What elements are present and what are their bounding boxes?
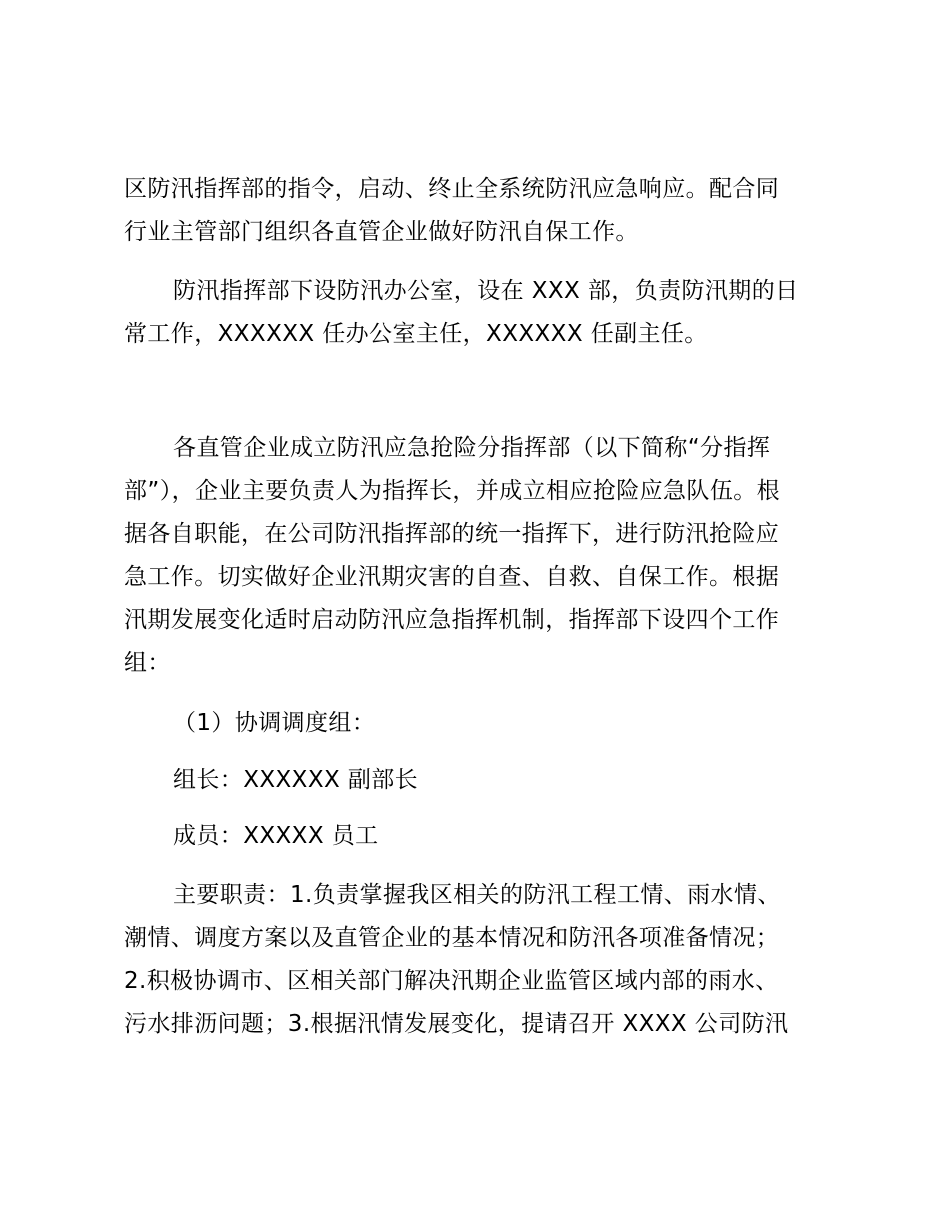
- text-line: 行业主管部门组织各直管企业做好防汛自保工作。: [124, 219, 639, 245]
- text-line: 汛期发展变化适时启动防汛应急指挥机制，指挥部下设四个工作: [124, 607, 780, 633]
- paragraph-group-members: [124, 815, 844, 858]
- text-line: 据各自职能，在公司防汛指挥部的统一指挥下，进行防汛抢险应: [124, 521, 780, 547]
- text-line: 污水排沥问题；3.根据汛情发展变化，提请召开 XXXX 公司防汛: [124, 1011, 789, 1037]
- text-line: 区防汛指挥部的指令，启动、终止全系统防汛应急响应。配合同: [124, 176, 780, 202]
- paragraph-group-leader: [124, 759, 844, 802]
- paragraph-main-duties: [124, 874, 844, 1046]
- text-line: 潮情、调度方案以及直管企业的基本情况和防汛各项准备情况；: [124, 925, 780, 951]
- text-line: 2.积极协调市、区相关部门解决汛期企业监管区域内部的雨水、: [124, 968, 779, 994]
- text-line: （1）协调调度组：: [173, 710, 376, 736]
- heading-coordination-group: [124, 702, 844, 745]
- paragraph-flood-office: [124, 270, 844, 356]
- text-line: 主要职责：1.负责掌握我区相关的防汛工程工情、雨水情、: [173, 882, 781, 908]
- text-line: 各直管企业成立防汛应急抢险分指挥部（以下简称“分指挥: [173, 435, 771, 461]
- text-line: 常工作，XXXXXX 任办公室主任，XXXXXX 任副主任。: [124, 321, 708, 347]
- text-line: 组长：XXXXXX 副部长: [173, 767, 419, 793]
- paragraph-sub-command: [124, 427, 844, 685]
- text-line: 部”），企业主要负责人为指挥长，并成立相应抢险应急队伍。根: [124, 478, 781, 504]
- paragraph-command-directive: [124, 168, 844, 254]
- text-line: 防汛指挥部下设防汛办公室，设在 XXX 部，负责防汛期的日: [173, 278, 799, 304]
- text-line: 组：: [124, 650, 171, 676]
- text-line: 急工作。切实做好企业汛期灾害的自查、自救、自保工作。根据: [124, 564, 780, 590]
- text-line: 成员：XXXXX 员工: [173, 823, 379, 849]
